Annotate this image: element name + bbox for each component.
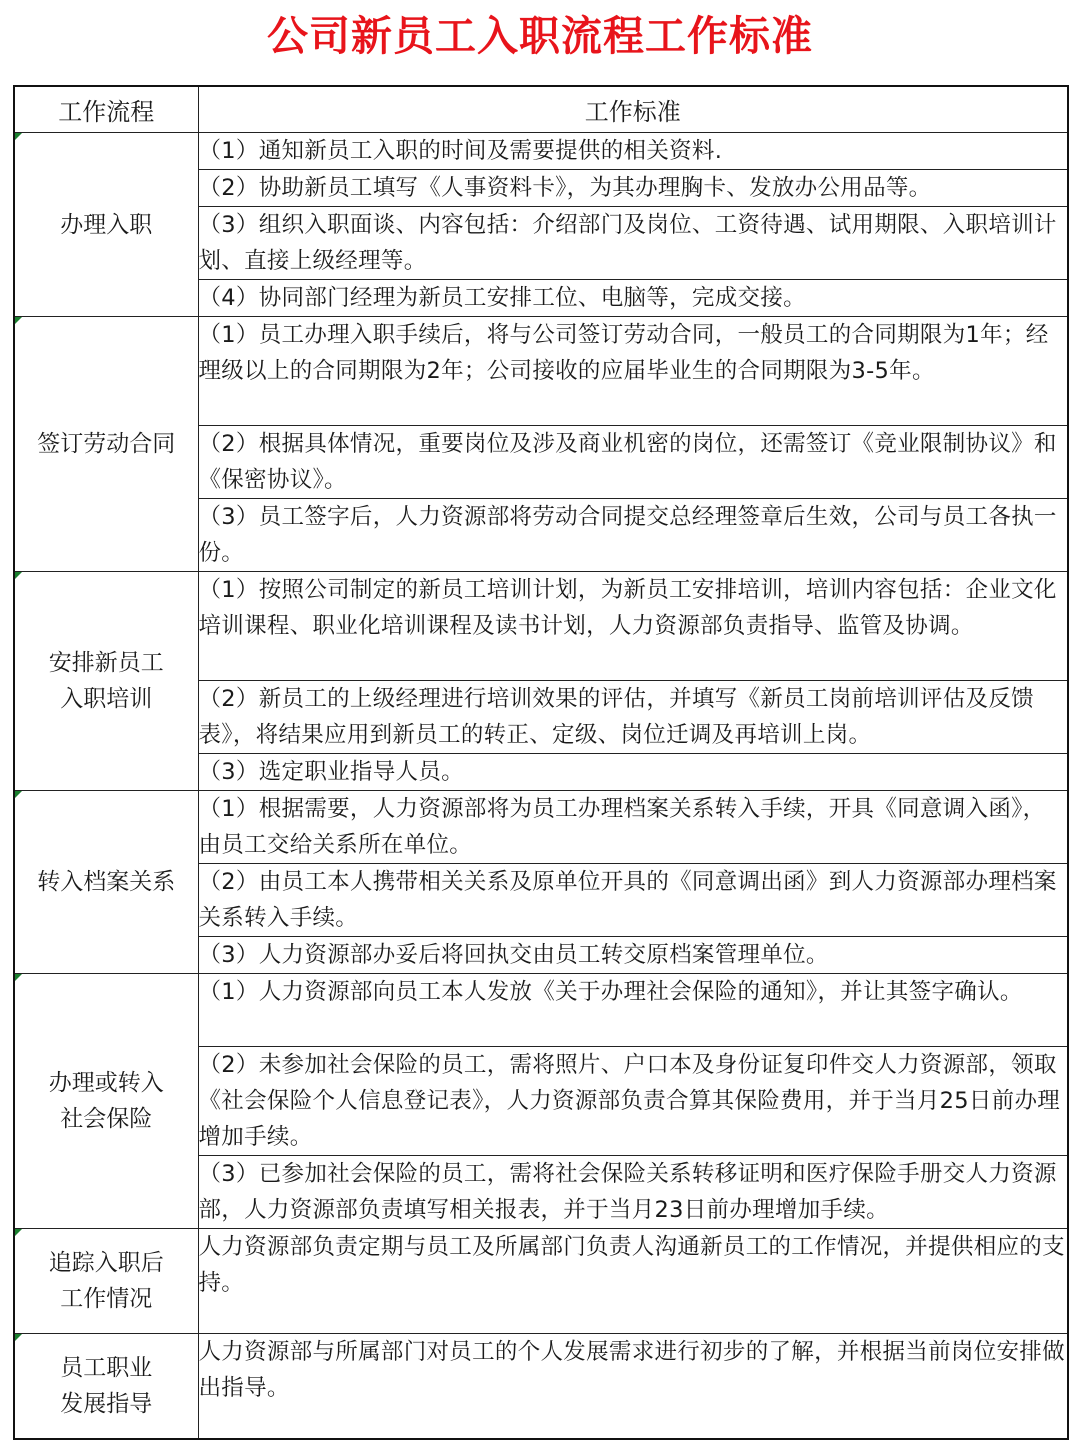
step-cell: 签订劳动合同 — [14, 317, 198, 572]
standard-cell: （3）选定职业指导人员。 — [198, 754, 1068, 791]
table-row — [14, 317, 1068, 426]
step-name-line: 追踪入职后 — [48, 1250, 164, 1276]
table-row — [14, 1334, 1068, 1440]
process-table — [13, 85, 1069, 1440]
table-header-row — [14, 86, 1068, 133]
step-name-line: 工作情况 — [60, 1286, 153, 1312]
standard-cell: （3）已参加社会保险的员工，需将社会保险关系转移证明和医疗保险手册交人力资源部，人力资源部负责填写相关报表，并于当月23日前办理增加手续。 — [198, 1156, 1068, 1229]
standard-cell: （3）人力资源部办妥后将回执交由员工转交原档案管理单位。 — [198, 937, 1068, 974]
standard-cell: （3）组织入职面谈、内容包括：介绍部门及岗位、工资待遇、试用期限、入职培训计划、直接上级经理等。 — [198, 207, 1068, 280]
page-title: 公司新员工入职流程工作标准 — [267, 12, 813, 60]
standard-cell: （1）人力资源部向员工本人发放《关于办理社会保险的通知》，并让其签字确认。 — [198, 974, 1068, 1047]
step-name-line: 办理或转入 — [48, 1070, 164, 1096]
step-name-line: 入职培训 — [60, 686, 153, 712]
step-cell: 办理入职 — [14, 133, 198, 317]
standard-cell: （1）员工办理入职手续后，将与公司签订劳动合同，一般员工的合同期限为1年；经理级以上的合同期限为2年；公司接收的应届毕业生的合同期限为3-5年。 — [198, 317, 1068, 426]
table-row — [14, 1229, 1068, 1334]
standard-cell: （1）根据需要，人力资源部将为员工办理档案关系转入手续，开具《同意调入函》，由员工交给关系所在单位。 — [198, 791, 1068, 864]
step-name-line: 安排新员工 — [48, 650, 164, 676]
standard-cell: （4）协同部门经理为新员工安排工位、电脑等，完成交接。 — [198, 280, 1068, 317]
standard-cell: （2）协助新员工填写《人事资料卡》，为其办理胸卡、发放办公用品等。 — [198, 170, 1068, 207]
step-name-line: 发展指导 — [60, 1391, 153, 1417]
header-work-process: 工作流程 — [14, 86, 198, 133]
standard-cell: 人力资源部与所属部门对员工的个人发展需求进行初步的了解，并根据当前岗位安排做出指导。 — [198, 1334, 1068, 1440]
step-cell — [14, 1229, 198, 1334]
step-name-line: 员工职业 — [60, 1355, 153, 1381]
header-work-standard: 工作标准 — [198, 86, 1068, 133]
standard-cell: （1）通知新员工入职的时间及需要提供的相关资料. — [198, 133, 1068, 170]
standard-cell: （2）新员工的上级经理进行培训效果的评估，并填写《新员工岗前培训评估及反馈表》，将结果应用到新员工的转正、定级、岗位迁调及再培训上岗。 — [198, 681, 1068, 754]
step-cell — [14, 1334, 198, 1440]
table-row — [14, 974, 1068, 1047]
table-row — [14, 133, 1068, 170]
table-row — [14, 572, 1068, 681]
step-cell — [14, 572, 198, 791]
standard-cell: （2）由员工本人携带相关关系及原单位开具的《同意调出函》到人力资源部办理档案关系转入手续。 — [198, 864, 1068, 937]
standard-cell: （2）未参加社会保险的员工，需将照片、户口本及身份证复印件交人力资源部，领取《社会保险个人信息登记表》，人力资源部负责合算其保险费用，并于当月25日前办理增加手续。 — [198, 1047, 1068, 1156]
table-row — [14, 791, 1068, 864]
standard-cell: （1）按照公司制定的新员工培训计划，为新员工安排培训，培训内容包括：企业文化培训课程、职业化培训课程及读书计划，人力资源部负责指导、监管及协调。 — [198, 572, 1068, 681]
standard-cell: （3）员工签字后，人力资源部将劳动合同提交总经理签章后生效，公司与员工各执一份。 — [198, 499, 1068, 572]
step-cell — [14, 974, 198, 1229]
standard-cell: （2）根据具体情况，重要岗位及涉及商业机密的岗位，还需签订《竞业限制协议》和《保密协议》。 — [198, 426, 1068, 499]
step-name-line: 社会保险 — [60, 1106, 153, 1132]
standard-cell: 人力资源部负责定期与员工及所属部门负责人沟通新员工的工作情况，并提供相应的支持。 — [198, 1229, 1068, 1334]
step-cell: 转入档案关系 — [14, 791, 198, 974]
